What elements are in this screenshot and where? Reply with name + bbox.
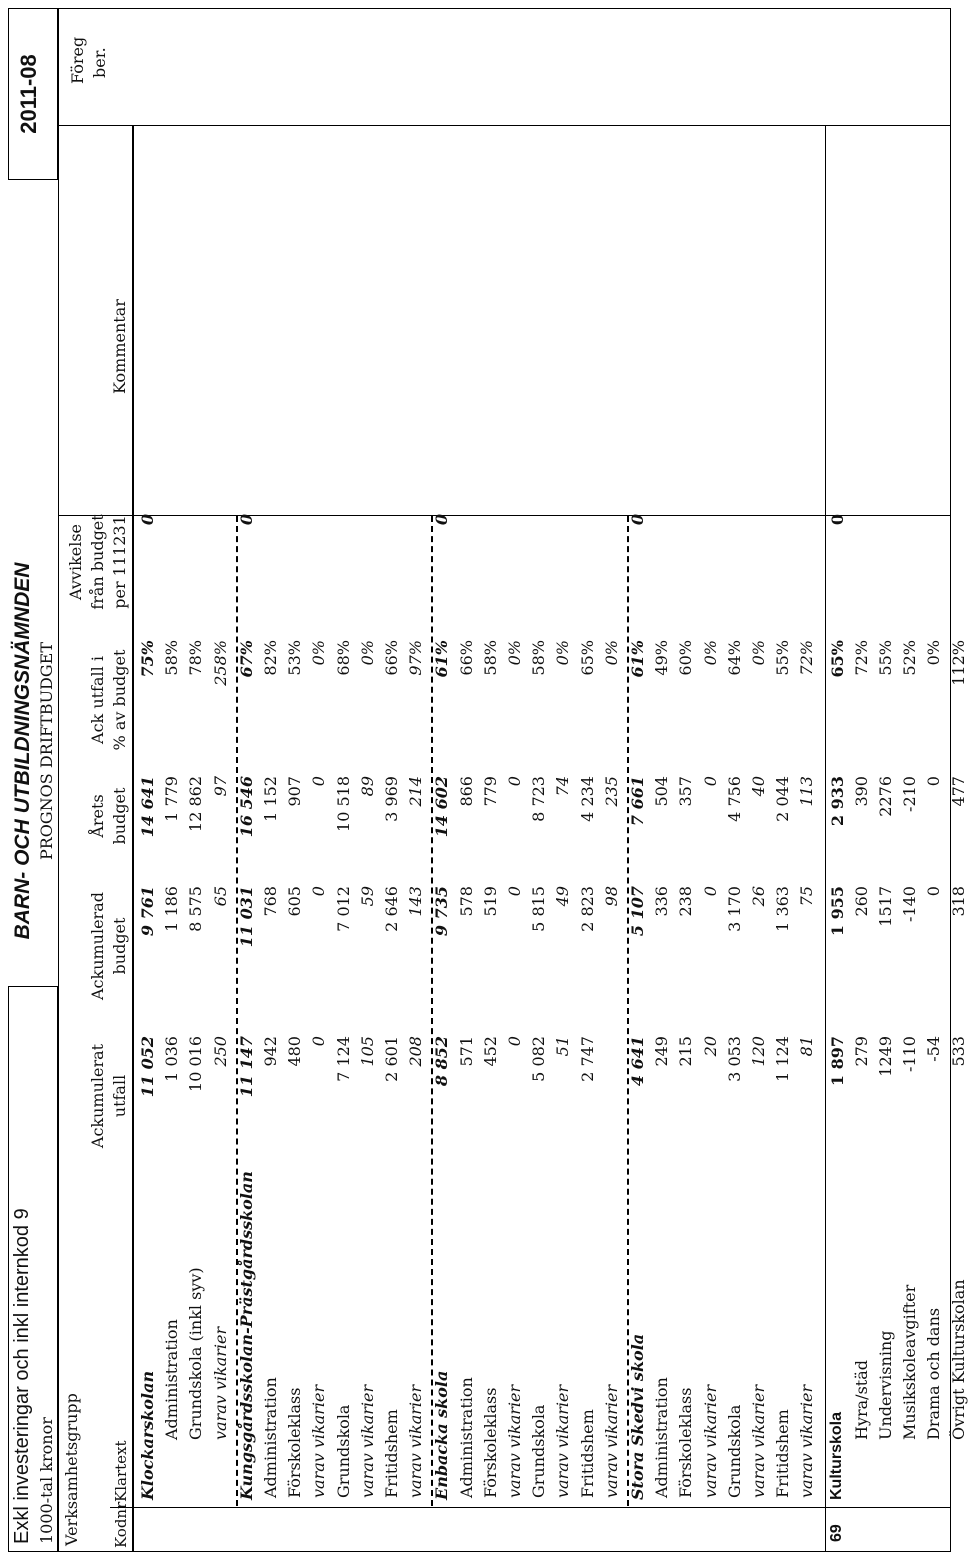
arets-cell: 866 [456,776,476,807]
arets-cell: 2276 [876,776,895,817]
arets-cell: 477 [948,776,968,807]
utfall-cell: 452 [480,1036,500,1067]
arets-cell: 74 [553,776,573,797]
pct-cell: 49% [652,640,672,676]
pct-cell: 78% [186,640,206,676]
arets-cell: 4 234 [577,776,597,822]
utfall-cell: 4 641 [628,1036,647,1087]
table-row [701,126,725,1560]
budget-header-line2: budget [110,917,129,975]
pct-cell: 97% [406,640,426,676]
utfall-cell: 11 052 [138,1036,157,1098]
pct-cell: 68% [333,640,353,676]
table-row [237,126,261,1560]
budget-cell: 0 [924,886,944,897]
pct-cell: 58% [529,640,549,676]
pct-cell: 0% [357,640,377,666]
klartext-cell: Fritidshem [382,1409,401,1498]
klartext-cell: Grundskola [724,1404,744,1498]
arets-cell: 16 546 [236,776,256,838]
kulturskola-divider [825,126,826,1552]
arets-cell: 214 [406,776,426,807]
utfall-cell: 250 [210,1036,230,1067]
unit-label: 1000-tal kronor [37,1417,56,1544]
header-separator [132,126,134,1552]
utfall-cell: 1 897 [827,1036,847,1087]
budget-cell: 11 031 [236,886,256,948]
arets-cell: 2 044 [773,776,793,822]
klartext-cell: varav vikarier [505,1384,524,1498]
utfall-cell: 249 [652,1036,672,1067]
arets-cell: 10 518 [333,776,353,832]
table-row [578,126,602,1560]
klartext-cell: Administration [456,1377,476,1498]
budget-cell: 26 [749,886,768,907]
kodnr-header: Kodnr [112,1501,130,1548]
utfall-cell: 1249 [876,1036,895,1077]
budget-cell: 0 [309,886,329,897]
table-row [358,126,382,1560]
avv-header-line3: per 111231 [110,515,129,609]
arets-cell: 113 [797,776,817,807]
utfall-cell: 533 [948,1036,968,1067]
budget-cell: -140 [900,886,920,922]
pct-cell: 60% [676,640,696,676]
klartext-cell: Förskoleklass [480,1387,500,1498]
pct-cell: 75% [138,640,157,678]
table-row [852,126,876,1560]
klartext-cell: Fritidshem [577,1409,597,1498]
pct-cell: 0% [700,640,720,666]
utfall-cell: 0 [505,1036,524,1047]
pct-cell: 0% [553,640,573,666]
budget-cell: 143 [406,886,426,917]
table-row [949,126,973,1560]
avv-cell: 0 [432,514,452,526]
klartext-cell: Grundskola [333,1404,353,1498]
utfall-cell: 81 [797,1036,817,1057]
arets-cell: 14 641 [138,776,157,838]
table-row [676,126,700,1560]
budget-cell: 98 [601,886,621,907]
pct-cell: 72% [851,640,871,676]
utfall-cell: 105 [357,1036,377,1067]
arets-cell: 0 [700,776,720,787]
arets-cell: 14 602 [432,776,452,838]
section-divider [627,516,629,1506]
utfall-header-line2: utfall [110,1074,129,1118]
pct-cell: 52% [900,640,920,676]
arets-cell: 40 [749,776,768,797]
table-row [457,126,481,1560]
table-row [406,126,430,1560]
pct-header-line1: Ack utfall i [88,656,107,744]
pct-cell: 65% [827,640,847,678]
klartext-cell: varav vikarier [210,1326,230,1440]
avv-header-line2: från budget [88,514,107,610]
utfall-cell: 279 [851,1036,871,1067]
table-row [628,126,652,1560]
table-row [924,126,948,1560]
utfall-cell: 1 036 [162,1036,182,1082]
arets-cell: 235 [601,776,621,807]
utfall-cell: 571 [456,1036,476,1067]
arets-cell: 7 661 [628,776,647,827]
table-row [138,126,162,1560]
budget-cell: 65 [210,886,230,907]
budget-cell: 9 735 [432,886,452,937]
arets-cell: 2 933 [827,776,847,827]
pct-cell: 58% [162,640,182,676]
table-row [797,126,821,1560]
section-divider [431,516,433,1506]
budget-cell: 519 [480,886,500,917]
table-row [481,126,505,1560]
pct-cell: 65% [577,640,597,676]
utfall-cell: 2 601 [382,1036,401,1082]
utfall-cell: 11 147 [236,1036,256,1098]
avv-cell: 0 [138,514,157,526]
group-header: Verksamhetsgrupp [62,1393,81,1546]
utfall-cell: 20 [700,1036,720,1057]
pct-cell: 0% [924,640,944,666]
arets-cell: -210 [900,776,920,812]
pct-cell: 58% [480,640,500,676]
pct-cell: 72% [797,640,817,676]
arets-cell: 0 [505,776,524,787]
klartext-cell: varav vikarier [553,1384,573,1498]
budget-cell: 1 186 [162,886,182,932]
utfall-cell: 2 747 [577,1036,597,1082]
budget-cell: 9 761 [138,886,157,937]
budget-cell: 578 [456,886,476,917]
klartext-cell: Övrigt Kulturskolan [948,1279,968,1440]
table-row [186,126,210,1560]
pct-cell: 64% [724,640,744,676]
arets-cell: 504 [652,776,672,807]
table-row [432,126,456,1560]
klartext-cell: varav vikarier [357,1384,377,1498]
klartext-header: Klartext [112,1440,130,1502]
klartext-cell: Klockarskolan [138,1370,157,1500]
klartext-cell: Administration [162,1319,182,1440]
utfall-cell: 208 [406,1036,426,1067]
budget-cell: 7 012 [333,886,353,932]
pct-header-line2: % av budget [110,649,129,751]
budget-cell: 336 [652,886,672,917]
arets-cell: 1 779 [162,776,182,822]
arets-cell: 907 [285,776,305,807]
budget-cell: 8 575 [186,886,206,932]
avv-cell: 0 [236,514,256,526]
utfall-cell: 5 082 [529,1036,549,1082]
pct-cell: 0% [505,640,524,666]
pct-cell: 258% [210,640,230,686]
budget-cell: 75 [797,886,817,907]
budget-cell: 1 363 [773,886,793,932]
klartext-cell: varav vikarier [749,1384,768,1498]
table-row [749,126,773,1560]
arets-cell: 89 [357,776,377,797]
table-row [285,126,309,1560]
pct-cell: 55% [773,640,793,676]
klartext-cell: Stora Skedvi skola [628,1333,647,1500]
arets-cell: 390 [851,776,871,807]
table-row [773,126,797,1560]
pct-cell: 53% [285,640,305,676]
klartext-cell: varav vikarier [406,1384,426,1498]
utfall-cell: 3 053 [724,1036,744,1082]
klartext-cell: Förskoleklass [285,1387,305,1498]
pct-cell: 0% [309,640,329,666]
budget-cell: 0 [505,886,524,897]
pct-cell: 61% [432,640,452,678]
arets-header-line1: Årets [88,794,107,838]
klartext-cell: Drama och dans [924,1307,944,1440]
table-row [309,126,333,1560]
klartext-cell: varav vikarier [309,1384,329,1498]
budget-cell: 1 955 [827,886,847,937]
pct-cell: 66% [382,640,401,676]
pct-cell: 66% [456,640,476,676]
table-row [652,126,676,1560]
utfall-cell: -54 [924,1036,944,1062]
arets-cell: 0 [924,776,944,787]
budget-cell: 59 [357,886,377,907]
budget-cell: 49 [553,886,573,907]
utfall-cell: 10 016 [186,1036,206,1092]
table-row [602,126,626,1560]
pct-cell: 82% [261,640,280,676]
arets-cell: 779 [480,776,500,807]
klartext-cell: Kungsgårdsskolan-Prästgårdsskolan [236,1171,256,1500]
arets-cell: 0 [309,776,329,787]
table-row [900,126,924,1560]
utfall-cell: 7 124 [333,1036,353,1082]
avv-cell: 0 [827,514,847,526]
forecast-subtitle: PROGNOS DRIFTBUDGET [37,641,56,861]
section-divider [236,516,238,1506]
arets-cell: 97 [210,776,230,797]
pct-cell: 0% [601,640,621,666]
budget-cell: 768 [261,886,280,917]
budget-cell: 3 170 [724,886,744,932]
budget-cell: 0 [700,886,720,897]
pct-cell: 112% [948,640,968,686]
kodnr-cell: 69 [827,1524,845,1542]
utfall-cell: 120 [749,1036,768,1067]
arets-cell: 4 756 [724,776,744,822]
budget-cell: 605 [285,886,305,917]
klartext-cell: varav vikarier [797,1384,817,1498]
utfall-header-line1: Ackumulerat [88,1043,107,1149]
budget-cell: 5 107 [628,886,647,937]
utfall-cell: 1 124 [773,1036,793,1082]
utfall-cell: 51 [553,1036,573,1057]
budget-cell: 260 [851,886,871,917]
klartext-cell: Administration [652,1377,672,1498]
avv-cell: 0 [628,514,647,526]
klartext-cell: varav vikarier [601,1384,621,1498]
report-title: Exkl investeringar och inkl internkod 9 [11,1208,33,1544]
klartext-cell: Förskoleklass [676,1387,696,1498]
klartext-cell: Undervisning [876,1330,895,1440]
klartext-cell: Hyra/städ [851,1360,871,1440]
klartext-cell: Administration [261,1377,280,1498]
report-date: 2011-08 [16,54,41,134]
table-row [505,126,529,1560]
klartext-cell: Kulturskola [827,1411,845,1500]
kommentar-header: Kommentar [110,299,129,394]
utfall-cell: 8 852 [432,1036,452,1087]
arets-cell: 12 862 [186,776,206,832]
budget-cell: 5 815 [529,886,549,932]
avv-header-line1: Avvikelse [66,523,85,601]
utfall-cell: -110 [900,1036,920,1072]
arets-cell: 8 723 [529,776,549,822]
pct-cell: 0% [749,640,768,666]
table-row [553,126,577,1560]
foreg-header-line1: Föreg [68,36,87,84]
klartext-cell: Enbacka skola [432,1370,452,1500]
klartext-cell: Grundskola [529,1404,549,1498]
budget-header-line1: Ackumulerad [88,892,107,1001]
budget-cell: 2 646 [382,886,401,932]
klartext-cell: Grundskola (inkl syv) [186,1267,206,1440]
klartext-cell: varav vikarier [700,1384,720,1498]
table-row [876,126,900,1560]
table-row [725,126,749,1560]
committee-title: BARN- OCH UTBILDNINGSNÄMNDEN [11,562,34,940]
table-row [162,126,186,1560]
budget-cell: 318 [948,886,968,917]
budget-cell: 238 [676,886,696,917]
klartext-cell: Fritidshem [773,1409,793,1498]
table-row [211,126,235,1560]
pct-cell: 61% [628,640,647,678]
budget-cell: 2 823 [577,886,597,932]
arets-cell: 1 152 [261,776,280,822]
table-row [334,126,358,1560]
pct-cell: 67% [236,640,256,678]
arets-header-line2: budget [110,787,129,845]
table-row [529,126,553,1560]
klartext-cell: Musikskoleavgifter [900,1284,920,1440]
table-row [261,126,285,1560]
table-row [382,126,406,1560]
pct-cell: 55% [876,640,895,676]
table-row [828,126,852,1560]
utfall-cell: 480 [285,1036,305,1067]
arets-cell: 357 [676,776,696,807]
foreg-header-line2: ber. [90,47,109,78]
arets-cell: 3 969 [382,776,401,822]
utfall-cell: 0 [309,1036,329,1047]
utfall-cell: 942 [261,1036,280,1067]
budget-cell: 1517 [876,886,895,927]
utfall-cell: 215 [676,1036,696,1067]
